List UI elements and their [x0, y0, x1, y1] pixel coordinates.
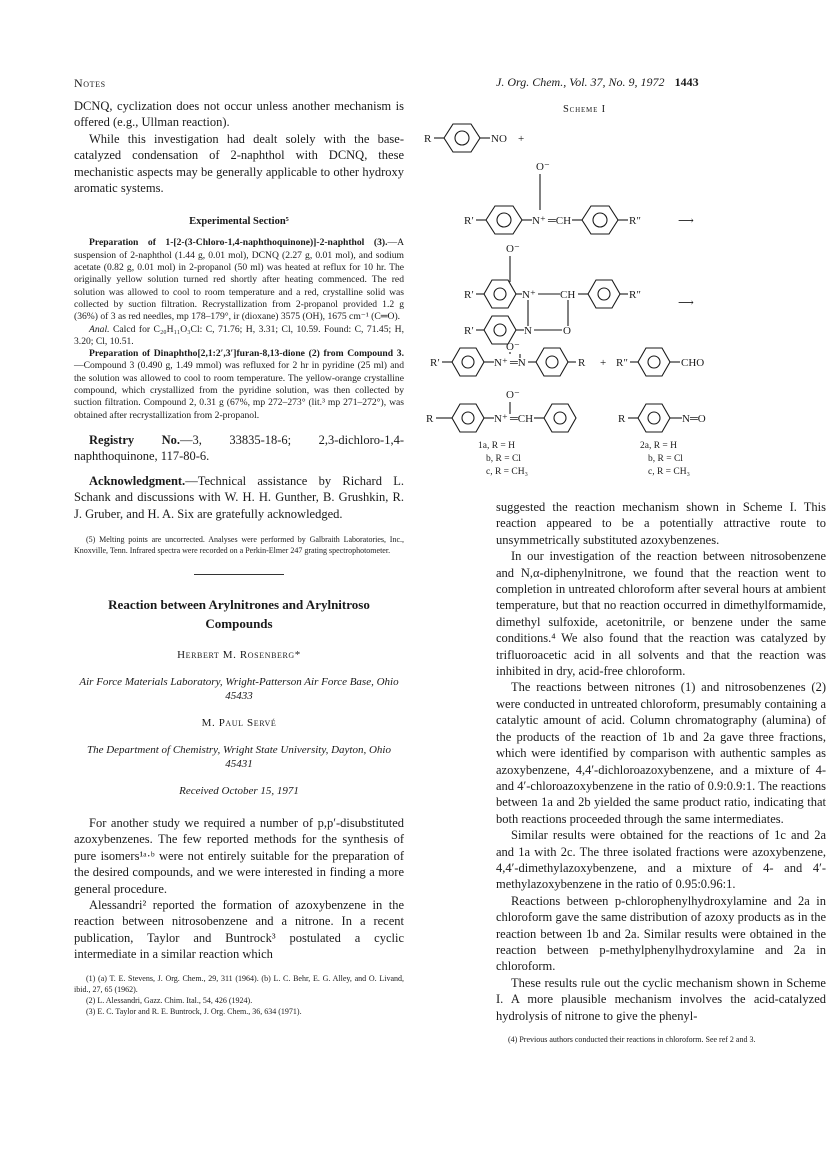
scheme-r1-label-3: R′ [464, 325, 474, 337]
scheme-row-cyclic [464, 243, 694, 344]
prep2-paragraph [74, 348, 404, 422]
scheme-arrow-2: ⟶ [678, 297, 694, 309]
scheme-row-nitrone [464, 161, 694, 234]
section-divider [194, 574, 284, 575]
scheme-n-label: N [524, 325, 532, 337]
author-2: M. Paul Servé [201, 716, 277, 729]
body-paragraph-1: For another study we required a number of p,p′-disubstituted azoxybenzenes. The few reported methods for the synthesis of pure isomers¹ᵃ·ᵇ were not entirely suitable for the preparation of the desired compounds, and we were interested in finding a more general procedure. [74, 815, 404, 896]
right-paragraph-3: The reactions between nitrones (1) and nitrosobenzenes (2) were conducted in untreated chloroform, presumably containing a catalytic amount of acid. Column chromatography (alumina) of the products of the reaction of 1b and 2a gave three fractions, which were identified by comparison with authentic samples as azoxybenzene, 4,4′-dichloroazoxybenzene, and a mixture of 4- and 4′-chloroazoxybenzene in the ratio of 0.9:0.9:1. The reactions between 1a and 2b yielded the same product ratio, indicating that both reactions proceeded through the same intermediates. [496, 680, 826, 826]
scheme-o-minus-4: O⁻ [506, 389, 520, 401]
registry-label: Registry No. [89, 432, 180, 447]
scheme-eq-ch-1: ═CH [548, 215, 572, 227]
ack-label: Acknowledgment. [89, 473, 186, 488]
journal-header [496, 75, 699, 90]
label-1b: b, R = Cl [486, 454, 521, 464]
scheme-r1-label-1: R′ [464, 215, 474, 227]
scheme-r-label-4: R [618, 413, 626, 425]
scheme-r2-label-3: R″ [616, 357, 628, 369]
scheme-i-diagram [420, 118, 760, 498]
prep1-title: Preparation of 1-[2-(3-Chloro-1,4-naphthoquinone)]-2-naphthol (3). [89, 237, 388, 249]
received-date: Received October 15, 1971 [179, 784, 299, 797]
article-title: Reaction between Arylnitrones and Arylnitroso Compounds [108, 596, 370, 631]
scheme-dbl-n: ═N [510, 357, 526, 369]
prep1-paragraph [74, 237, 404, 323]
scheme-plus-2: + [600, 357, 607, 369]
scheme-o-label: O [563, 325, 571, 337]
label-1c: c, R = CH₃ [486, 467, 528, 477]
scheme-label: Scheme I [563, 104, 606, 115]
anal-label: Anal. [89, 323, 110, 335]
footnote-2: (2) L. Alessandri, Gazz. Chim. Ital., 54, 426 (1924). [86, 995, 253, 1005]
scheme-row-definitions [426, 389, 706, 477]
scheme-n-plus-3: N⁺ [494, 357, 508, 369]
scheme-o-minus-2: O⁻ [506, 243, 520, 255]
intro-paragraph-2: While this investigation had dealt solely with the base-catalyzed condensation of 2-naphthol with DCNQ, these mechanistic aspects may be generally applicable to other hydroxy aromatic systems. [74, 131, 404, 196]
scheme-r2-label-1: R″ [629, 215, 641, 227]
scheme-n-plus-4: N⁺ [494, 413, 508, 425]
scheme-eq-ch-2: ═CH [510, 413, 534, 425]
right-paragraph-1: suggested the reaction mechanism shown in Scheme I. This reaction appeared to be a potentially attractive route to unsymmetrically substituted azoxybenzenes. [496, 500, 826, 547]
affiliation-2: The Department of Chemistry, Wright State University, Dayton, Ohio 45431 [86, 743, 391, 770]
right-paragraph-2: In our investigation of the reaction between nitrosobenzene and N,α-diphenylnitrone, we found that the reaction went to completion in untreated chloroform after several hours at ambient temperature, but that no reaction occurred in dimethylformamide, dimethyl sulfoxide, acetonitrile, or benzene under the same conditions.⁴ We also found that the reaction was catalyzed by trifluoroacetic acid in all solvents and that the reaction was inhibited in dry, acid-free chloroform. [496, 549, 826, 679]
scheme-n-plus-1: N⁺ [532, 215, 546, 227]
registry-text: —3, 33835-18-6; 2,3-dichloro-1,4-naphthoquinone, 117-80-6. [74, 432, 404, 464]
scheme-r2-label-2: R″ [629, 289, 641, 301]
scheme-row-nitroso [424, 124, 524, 152]
footnote-3: (3) E. C. Taylor and R. E. Buntrock, J. Org. Chem., 36, 634 (1971). [86, 1006, 302, 1016]
scheme-o-minus-3: O⁻ [506, 341, 520, 353]
scheme-r1-label-2: R′ [464, 289, 474, 301]
affiliation-1: Air Force Materials Laboratory, Wright-Patterson Air Force Base, Ohio 45433 [79, 675, 399, 702]
ack-text: —Technical assistance by Richard L. Schank and discussions with W. H. H. Gunther, B. Grushkin, R. J. Gruber, and H. A. Six are gratefully acknowledged. [74, 473, 404, 521]
scheme-plus-1: + [518, 133, 525, 145]
scheme-ch-label: CH [560, 289, 576, 301]
scheme-o-minus-1: O⁻ [536, 161, 550, 173]
acknowledgment-paragraph [74, 473, 404, 522]
anal-text: Calcd for C₂₀H₁₁O₃Cl: C, 71.76; H, 3.31; Cl, 10.59. Found: C, 71.45; H, 3.20; Cl, 10.51. [74, 323, 404, 347]
journal-citation: J. Org. Chem., Vol. 37, No. 9, 1972 [496, 75, 665, 89]
scheme-cho-label: CHO [681, 357, 705, 369]
right-paragraph-4: Similar results were obtained for the reactions of 1c and 2a and 1a with 2c. The three isolated fractions were azoxybenzene, 4,4′-dimethylazoxybenzene, and a mixture of 4- and 4′-methylazoxybenzene in the ratio of 0.95:0.96:1. [496, 828, 826, 892]
scheme-row-products [430, 341, 704, 376]
scheme-n-eq-o: N═O [682, 413, 706, 425]
right-column [496, 499, 826, 1045]
scheme-n-plus-2: N⁺ [522, 289, 536, 301]
section-header: Notes [74, 76, 106, 90]
right-paragraph-5: Reactions between p-chlorophenylhydroxylamine and 2a in chloroform gave the same distribution of azoxy products as in the reaction between 1b and 2a. Similar results were obtained in the reaction between p-methylphenylhydroxylamine and 2a in chloroform. [496, 893, 826, 974]
label-2b: b, R = Cl [648, 454, 683, 464]
experimental-heading: Experimental Section⁵ [189, 216, 289, 228]
author-1: Herbert M. Rosenberg* [177, 648, 301, 661]
footnote-4: (4) Previous authors conducted their reactions in chloroform. See ref 2 and 3. [508, 1035, 756, 1044]
footnote-5: (5) Melting points are uncorrected. Analyses were performed by Galbraith Laboratories, Inc., Knoxville, Tenn. Infrared spectra were recorded on a Perkin-Elmer 247 grating spectrophotometer. [74, 534, 404, 555]
label-2c: c, R = CH₃ [648, 467, 690, 477]
body-paragraph-2: Alessandri² reported the formation of azoxybenzene in the reaction between nitrosobenzene and a nitrone. In a recent publication, Taylor and Buntrock³ postulated a cyclic intermediate in a similar reaction which [74, 897, 404, 962]
analysis-paragraph [74, 324, 404, 349]
left-column [74, 98, 404, 1017]
scheme-r-label-3: R [426, 413, 434, 425]
footnote-1: (1) (a) T. E. Stevens, J. Org. Chem., 29, 311 (1964). (b) L. C. Behr, E. G. Alley, and O. Livand, ibid., 27, 65 (1962). [74, 973, 404, 994]
registry-paragraph [74, 432, 404, 465]
prep1-text: —A suspension of 2-naphthol (1.44 g, 0.01 mol), DCNQ (2.27 g, 0.01 mol), and sodium acetate (0.82 g, 0.01 mol) in 2-propanol (50 ml) was heated at reflux for 10 hr. The originally yellow solution turned red shortly after heating commenced. The red solution was allowed to cool to room temperature and a red, crystalline solid was collected by suction filtration. Recrystallization from 2-propanol provided 1.2 g (36%) of 3 as red needles, mp 178–179°, ir (dioxane) 3575 (OH), 1675 cm⁻¹ (C═O). [74, 237, 404, 323]
right-paragraph-6: These results rule out the cyclic mechanism shown in Scheme I. A more plausible mechanism involves the acid-catalyzed hydrolysis of nitrone to give the phenyl- [496, 975, 826, 1023]
page-number: 1443 [674, 75, 699, 89]
intro-paragraph-1: DCNQ, cyclization does not occur unless another mechanism is offered (e.g., Ullman reaction). [74, 99, 404, 130]
label-2a: 2a, R = H [640, 441, 678, 451]
prep2-text: —Compound 3 (0.490 g, 1.49 mmol) was refluxed for 2 hr in pyridine (25 ml) and the solution was allowed to cool to room temperature. The yellow-orange crystalline compound, which crystallized from the pyridine solution, was then collected by suction filtration. Compound 2, 0.31 g (67%, mp 272–273° (lit.³ mp 271–272°), was obtained after recrystallization from 2-propanol. [74, 360, 404, 421]
scheme-r-label-2: R [578, 357, 586, 369]
prep2-title: Preparation of Dinaphtho[2,1:2′,3′]furan-8,13-dione (2) from Compound 3. [89, 348, 404, 360]
scheme-arrow-1: ⟶ [678, 215, 694, 227]
scheme-no-label: NO [491, 133, 507, 145]
scheme-r1-label-4: R′ [430, 357, 440, 369]
scheme-r-label: R [424, 133, 432, 145]
label-1a: 1a, R = H [478, 441, 516, 451]
